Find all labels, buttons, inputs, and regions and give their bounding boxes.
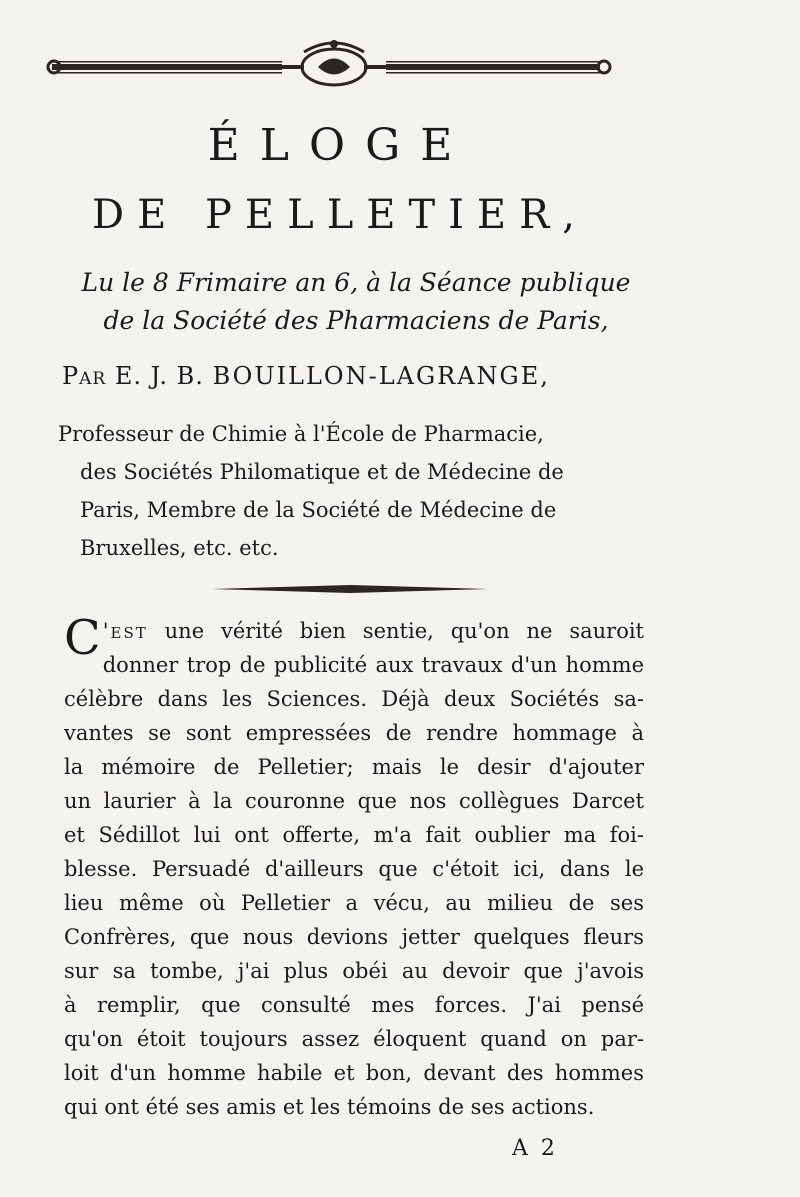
author-credits xyxy=(58,415,640,567)
body-line: qu'on étoit toujours assez éloquent quand on par- xyxy=(64,1027,644,1051)
body-line: loit d'un homme habile et bon, devant des hommes xyxy=(64,1061,644,1085)
body-line: sur sa tombe, j'ai plus obéi au devoir que j'avois xyxy=(64,959,644,983)
subtitle-line-2: de la Société des Pharmaciens de Paris, xyxy=(103,306,609,335)
drop-cap: C xyxy=(64,610,101,666)
author-initials: E. J. B. xyxy=(114,362,204,390)
body-text xyxy=(64,610,644,1124)
body-line: et Sédillot lui ont offerte, m'a fait oublier ma foi- xyxy=(64,823,644,847)
signature-mark: A 2 xyxy=(512,1136,558,1161)
body-line: célèbre dans les Sciences. Déjà deux Sociétés sa- xyxy=(64,687,644,711)
author-line xyxy=(62,362,550,390)
body-line: la mémoire de Pelletier; mais le desir d'ajouter xyxy=(64,755,644,779)
body-line: Confrères, que nous devions jetter quelques fleurs xyxy=(64,925,644,949)
title-de-pelletier: DE PELLETIER, xyxy=(92,192,588,238)
credits-line: Bruxelles, etc. etc. xyxy=(80,536,279,560)
author-name: BOUILLON-LAGRANGE, xyxy=(212,362,550,390)
section-divider xyxy=(212,583,488,595)
body-line: blesse. Persuadé d'ailleurs que c'étoit ici, dans le xyxy=(64,857,644,881)
first-line-rest: une vérité bien sentie, qu'on ne sauroit xyxy=(164,619,644,643)
title-eloge: ÉLOGE xyxy=(207,120,473,171)
body-line: donner trop de publicité aux travaux d'un homme xyxy=(102,653,644,677)
body-line: un laurier à la couronne que nos collègues Darcet xyxy=(64,789,644,813)
author-prefix: Par xyxy=(62,362,107,390)
body-line: vantes se sont empressées de rendre hommage à xyxy=(64,721,644,745)
body-line: à remplir, que consulté mes forces. J'ai pensé xyxy=(64,993,644,1017)
credits-line: des Sociétés Philomatique et de Médecine de xyxy=(80,460,564,484)
subtitle-line-1: Lu le 8 Frimaire an 6, à la Séance publique xyxy=(81,268,631,297)
subtitle xyxy=(56,264,656,340)
body-line: qui ont été ses amis et les témoins de ses actions. xyxy=(64,1095,595,1119)
credits-line: Professeur de Chimie à l'École de Pharmacie, xyxy=(58,422,544,446)
body-line: lieu même où Pelletier a vécu, au milieu de ses xyxy=(64,891,644,915)
ornamental-headpiece xyxy=(42,36,626,90)
first-word-rest: 'est xyxy=(102,619,148,643)
credits-line: Paris, Membre de la Société de Médecine de xyxy=(80,498,557,522)
